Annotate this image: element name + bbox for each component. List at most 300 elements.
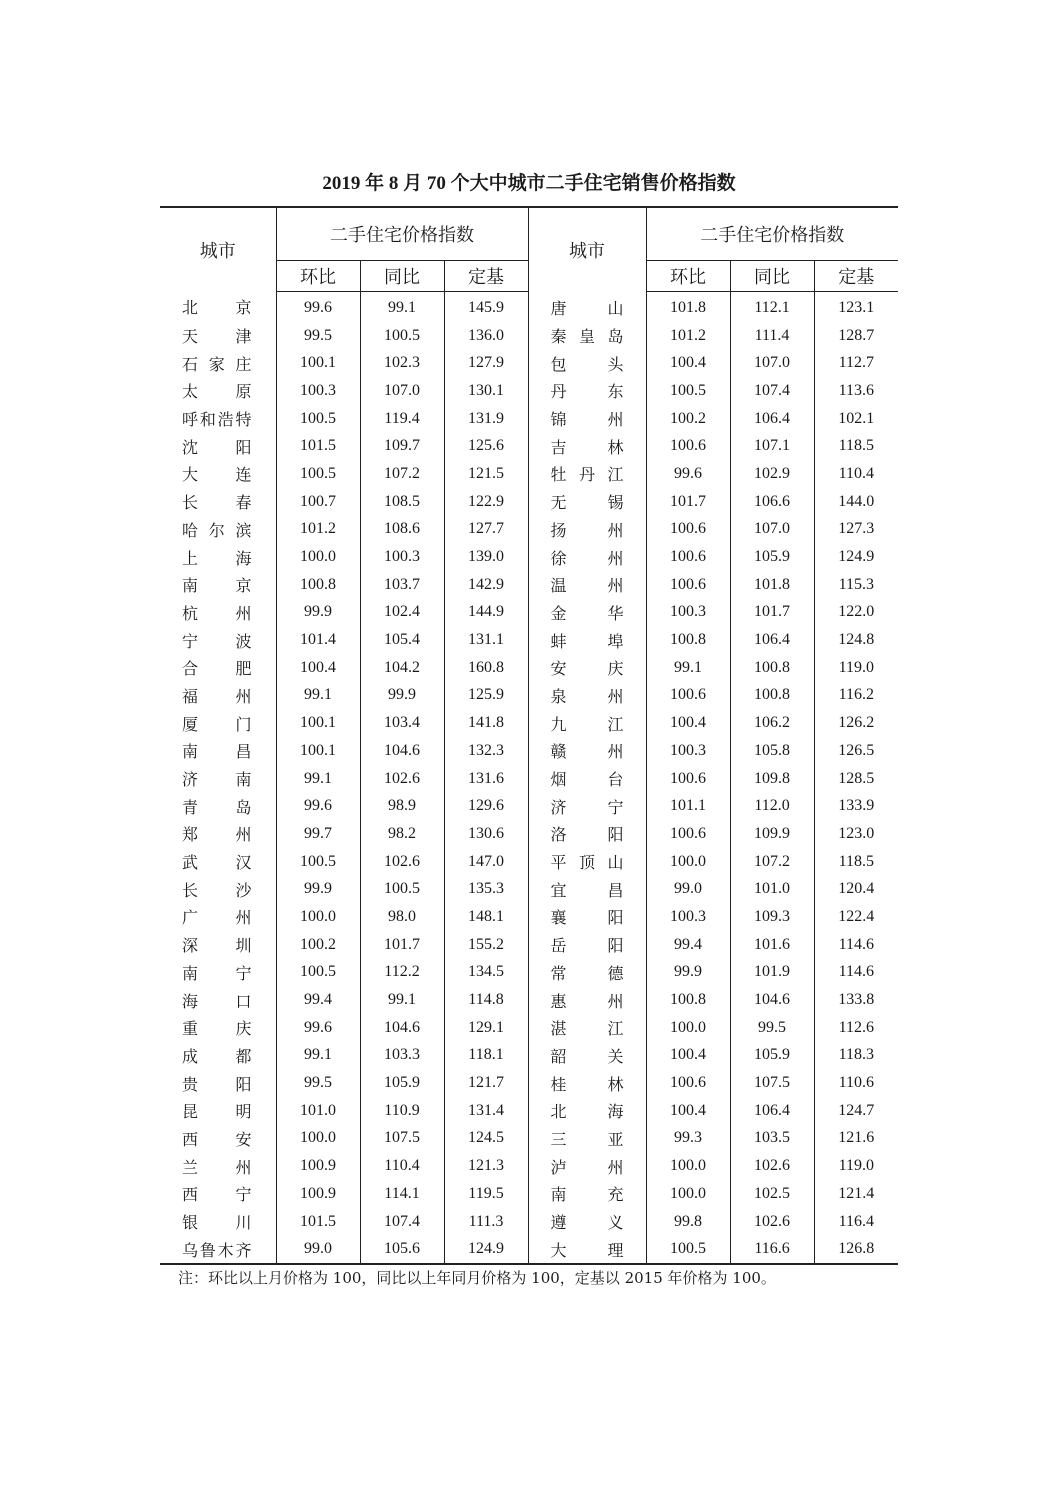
left-base-cell: 160.8 <box>444 654 528 682</box>
right-base-cell: 110.4 <box>814 460 898 488</box>
right-yoy-cell: 107.2 <box>730 848 814 876</box>
left-city-cell: 厦门 <box>182 714 252 734</box>
right-base-cell: 118.5 <box>814 432 898 460</box>
right-base-cell: 124.7 <box>814 1097 898 1125</box>
left-base-cell: 111.3 <box>444 1208 528 1236</box>
table-row <box>160 292 898 322</box>
left-mom-cell: 100.5 <box>276 405 360 433</box>
table-row <box>160 848 898 876</box>
left-base-cell: 144.9 <box>444 599 528 627</box>
table-row <box>160 737 898 765</box>
left-city-cell: 太原 <box>182 382 252 402</box>
right-city-cell: 桂林 <box>528 1069 646 1097</box>
right-base-cell: 124.9 <box>814 543 898 571</box>
left-yoy-cell: 98.9 <box>360 792 444 820</box>
header-base-left: 定基 <box>444 261 528 292</box>
right-base-cell: 118.5 <box>814 848 898 876</box>
left-mom-cell: 100.7 <box>276 488 360 516</box>
left-base-cell: 124.5 <box>444 1125 528 1153</box>
table-row <box>160 377 898 405</box>
price-index-table <box>160 206 898 1265</box>
right-yoy-cell: 101.0 <box>730 875 814 903</box>
left-mom-cell: 101.2 <box>276 516 360 544</box>
left-yoy-cell: 107.4 <box>360 1208 444 1236</box>
table-row <box>160 682 898 710</box>
right-city-cell: 洛阳 <box>528 820 646 848</box>
left-base-cell: 124.9 <box>444 1235 528 1264</box>
left-mom-cell: 99.6 <box>276 1014 360 1042</box>
right-base-cell: 112.6 <box>814 1014 898 1042</box>
right-base-cell: 112.7 <box>814 349 898 377</box>
left-mom-cell: 99.9 <box>276 875 360 903</box>
footnote: 注：环比以上月价格为 100，同比以上年同月价格为 100，定基以 2015 年价格为 100。 <box>178 1269 776 1287</box>
left-city-cell: 北京 <box>182 298 252 318</box>
right-city-cell: 北海 <box>528 1097 646 1125</box>
right-yoy-cell: 104.6 <box>730 986 814 1014</box>
right-yoy-cell: 106.6 <box>730 488 814 516</box>
left-city-cell: 济南 <box>182 770 252 790</box>
left-base-cell: 136.0 <box>444 322 528 350</box>
left-yoy-cell: 99.9 <box>360 682 444 710</box>
left-yoy-cell: 98.2 <box>360 820 444 848</box>
right-yoy-cell: 102.6 <box>730 1208 814 1236</box>
left-city-cell: 昆明 <box>182 1102 252 1122</box>
right-base-cell: 128.5 <box>814 765 898 793</box>
left-mom-cell: 99.4 <box>276 986 360 1014</box>
right-mom-cell: 100.0 <box>646 848 730 876</box>
table-row <box>160 903 898 931</box>
left-base-cell: 121.5 <box>444 460 528 488</box>
table-row <box>160 792 898 820</box>
left-base-cell: 131.6 <box>444 765 528 793</box>
right-mom-cell: 100.6 <box>646 543 730 571</box>
left-yoy-cell: 100.5 <box>360 875 444 903</box>
right-mom-cell: 99.1 <box>646 654 730 682</box>
left-yoy-cell: 99.1 <box>360 292 444 322</box>
left-base-cell: 125.6 <box>444 432 528 460</box>
left-mom-cell: 100.9 <box>276 1152 360 1180</box>
left-base-cell: 119.5 <box>444 1180 528 1208</box>
left-base-cell: 130.6 <box>444 820 528 848</box>
table-row <box>160 460 898 488</box>
right-city-cell: 安庆 <box>528 654 646 682</box>
right-city-cell: 秦皇岛 <box>528 322 646 350</box>
right-mom-cell: 100.6 <box>646 1069 730 1097</box>
left-yoy-cell: 107.5 <box>360 1125 444 1153</box>
right-yoy-cell: 105.9 <box>730 1042 814 1070</box>
header-city-right: 城市 <box>528 207 646 292</box>
left-base-cell: 132.3 <box>444 737 528 765</box>
right-mom-cell: 100.3 <box>646 903 730 931</box>
left-base-cell: 129.1 <box>444 1014 528 1042</box>
left-yoy-cell: 108.5 <box>360 488 444 516</box>
left-yoy-cell: 119.4 <box>360 405 444 433</box>
left-city-cell: 重庆 <box>182 1019 252 1039</box>
left-yoy-cell: 107.0 <box>360 377 444 405</box>
left-yoy-cell: 112.2 <box>360 959 444 987</box>
table-row <box>160 1069 898 1097</box>
left-mom-cell: 100.0 <box>276 1125 360 1153</box>
right-mom-cell: 100.6 <box>646 571 730 599</box>
left-yoy-cell: 103.7 <box>360 571 444 599</box>
right-city-cell: 蚌埠 <box>528 626 646 654</box>
left-base-cell: 122.9 <box>444 488 528 516</box>
right-mom-cell: 100.4 <box>646 1097 730 1125</box>
left-base-cell: 147.0 <box>444 848 528 876</box>
left-mom-cell: 100.3 <box>276 377 360 405</box>
left-base-cell: 134.5 <box>444 959 528 987</box>
left-mom-cell: 100.1 <box>276 737 360 765</box>
right-mom-cell: 99.9 <box>646 959 730 987</box>
left-city-cell: 长春 <box>182 493 252 513</box>
right-base-cell: 123.0 <box>814 820 898 848</box>
right-base-cell: 102.1 <box>814 405 898 433</box>
right-base-cell: 121.4 <box>814 1180 898 1208</box>
right-base-cell: 119.0 <box>814 654 898 682</box>
right-yoy-cell: 107.0 <box>730 349 814 377</box>
table-row <box>160 322 898 350</box>
right-base-cell: 113.6 <box>814 377 898 405</box>
right-city-cell: 大理 <box>528 1235 646 1264</box>
left-city-cell: 深圳 <box>182 936 252 956</box>
left-yoy-cell: 104.6 <box>360 1014 444 1042</box>
right-yoy-cell: 105.8 <box>730 737 814 765</box>
right-city-cell: 九江 <box>528 709 646 737</box>
left-city-cell: 银川 <box>182 1213 252 1233</box>
right-base-cell: 144.0 <box>814 488 898 516</box>
right-mom-cell: 101.7 <box>646 488 730 516</box>
left-city-cell: 呼和浩特 <box>182 410 252 430</box>
left-mom-cell: 100.2 <box>276 931 360 959</box>
left-mom-cell: 101.0 <box>276 1097 360 1125</box>
right-yoy-cell: 107.4 <box>730 377 814 405</box>
right-city-cell: 烟台 <box>528 765 646 793</box>
right-mom-cell: 99.3 <box>646 1125 730 1153</box>
right-city-cell: 南充 <box>528 1180 646 1208</box>
right-yoy-cell: 106.4 <box>730 405 814 433</box>
left-yoy-cell: 102.6 <box>360 765 444 793</box>
right-base-cell: 133.9 <box>814 792 898 820</box>
left-base-cell: 127.9 <box>444 349 528 377</box>
right-yoy-cell: 112.0 <box>730 792 814 820</box>
right-mom-cell: 99.6 <box>646 460 730 488</box>
left-city-cell: 石家庄 <box>182 354 252 374</box>
left-base-cell: 129.6 <box>444 792 528 820</box>
table-row <box>160 571 898 599</box>
table-row <box>160 432 898 460</box>
right-yoy-cell: 107.0 <box>730 516 814 544</box>
left-mom-cell: 99.1 <box>276 682 360 710</box>
right-city-cell: 宜昌 <box>528 875 646 903</box>
left-base-cell: 142.9 <box>444 571 528 599</box>
table-row <box>160 543 898 571</box>
left-base-cell: 131.4 <box>444 1097 528 1125</box>
right-base-cell: 128.7 <box>814 322 898 350</box>
right-mom-cell: 100.6 <box>646 765 730 793</box>
table-row <box>160 654 898 682</box>
right-yoy-cell: 99.5 <box>730 1014 814 1042</box>
left-city-cell: 贵阳 <box>182 1074 252 1094</box>
right-city-cell: 遵义 <box>528 1208 646 1236</box>
table-row <box>160 349 898 377</box>
right-city-cell: 济宁 <box>528 792 646 820</box>
right-base-cell: 110.6 <box>814 1069 898 1097</box>
header-mom-right: 环比 <box>646 261 730 292</box>
right-yoy-cell: 109.9 <box>730 820 814 848</box>
left-mom-cell: 100.5 <box>276 460 360 488</box>
table-row <box>160 765 898 793</box>
left-city-cell: 沈阳 <box>182 437 252 457</box>
right-base-cell: 119.0 <box>814 1152 898 1180</box>
right-yoy-cell: 116.6 <box>730 1235 814 1264</box>
right-base-cell: 126.2 <box>814 709 898 737</box>
left-yoy-cell: 109.7 <box>360 432 444 460</box>
left-mom-cell: 100.4 <box>276 654 360 682</box>
right-city-cell: 韶关 <box>528 1042 646 1070</box>
table-row <box>160 709 898 737</box>
right-yoy-cell: 107.5 <box>730 1069 814 1097</box>
left-mom-cell: 100.0 <box>276 903 360 931</box>
right-base-cell: 126.8 <box>814 1235 898 1264</box>
table-row <box>160 1180 898 1208</box>
left-mom-cell: 101.4 <box>276 626 360 654</box>
table-row <box>160 599 898 627</box>
left-mom-cell: 100.0 <box>276 543 360 571</box>
right-yoy-cell: 103.5 <box>730 1125 814 1153</box>
left-yoy-cell: 114.1 <box>360 1180 444 1208</box>
left-yoy-cell: 102.6 <box>360 848 444 876</box>
left-base-cell: 130.1 <box>444 377 528 405</box>
right-city-cell: 泸州 <box>528 1152 646 1180</box>
left-yoy-cell: 100.5 <box>360 322 444 350</box>
right-mom-cell: 100.3 <box>646 737 730 765</box>
left-mom-cell: 99.1 <box>276 765 360 793</box>
right-city-cell: 平顶山 <box>528 848 646 876</box>
right-base-cell: 133.8 <box>814 986 898 1014</box>
left-yoy-cell: 110.4 <box>360 1152 444 1180</box>
table-row <box>160 820 898 848</box>
right-mom-cell: 100.0 <box>646 1014 730 1042</box>
table-title: 2019 年 8 月 70 个大中城市二手住宅销售价格指数 <box>322 173 736 194</box>
left-city-cell: 宁波 <box>182 631 252 651</box>
right-yoy-cell: 101.6 <box>730 931 814 959</box>
left-mom-cell: 100.5 <box>276 959 360 987</box>
right-yoy-cell: 111.4 <box>730 322 814 350</box>
left-city-cell: 西安 <box>182 1129 252 1149</box>
right-yoy-cell: 101.7 <box>730 599 814 627</box>
right-mom-cell: 99.4 <box>646 931 730 959</box>
left-yoy-cell: 103.3 <box>360 1042 444 1070</box>
right-mom-cell: 100.6 <box>646 682 730 710</box>
left-yoy-cell: 102.4 <box>360 599 444 627</box>
header-mom-left: 环比 <box>276 261 360 292</box>
right-yoy-cell: 109.3 <box>730 903 814 931</box>
right-city-cell: 扬州 <box>528 516 646 544</box>
right-yoy-cell: 102.5 <box>730 1180 814 1208</box>
table-row <box>160 1097 898 1125</box>
right-yoy-cell: 112.1 <box>730 292 814 322</box>
right-base-cell: 126.5 <box>814 737 898 765</box>
left-yoy-cell: 110.9 <box>360 1097 444 1125</box>
left-city-cell: 上海 <box>182 548 252 568</box>
left-base-cell: 155.2 <box>444 931 528 959</box>
right-base-cell: 116.4 <box>814 1208 898 1236</box>
right-base-cell: 122.4 <box>814 903 898 931</box>
left-yoy-cell: 100.3 <box>360 543 444 571</box>
right-mom-cell: 100.4 <box>646 709 730 737</box>
right-yoy-cell: 107.1 <box>730 432 814 460</box>
left-mom-cell: 99.7 <box>276 820 360 848</box>
table-row <box>160 626 898 654</box>
header-yoy-right: 同比 <box>730 261 814 292</box>
left-city-cell: 乌鲁木齐 <box>182 1240 252 1260</box>
right-mom-cell: 100.6 <box>646 516 730 544</box>
left-base-cell: 131.9 <box>444 405 528 433</box>
right-base-cell: 118.3 <box>814 1042 898 1070</box>
left-base-cell: 125.9 <box>444 682 528 710</box>
left-city-cell: 南昌 <box>182 742 252 762</box>
left-city-cell: 福州 <box>182 686 252 706</box>
right-mom-cell: 100.3 <box>646 599 730 627</box>
left-mom-cell: 99.0 <box>276 1235 360 1264</box>
left-city-cell: 西宁 <box>182 1185 252 1205</box>
left-city-cell: 青岛 <box>182 797 252 817</box>
left-mom-cell: 101.5 <box>276 432 360 460</box>
right-city-cell: 金华 <box>528 599 646 627</box>
left-base-cell: 148.1 <box>444 903 528 931</box>
table-row <box>160 1014 898 1042</box>
right-mom-cell: 100.8 <box>646 986 730 1014</box>
left-base-cell: 145.9 <box>444 292 528 322</box>
table-row <box>160 1042 898 1070</box>
right-mom-cell: 99.0 <box>646 875 730 903</box>
table-row <box>160 1208 898 1236</box>
left-mom-cell: 100.1 <box>276 349 360 377</box>
left-city-cell: 兰州 <box>182 1157 252 1177</box>
table-row <box>160 986 898 1014</box>
left-city-cell: 海口 <box>182 991 252 1011</box>
table-row <box>160 488 898 516</box>
right-yoy-cell: 109.8 <box>730 765 814 793</box>
right-city-cell: 赣州 <box>528 737 646 765</box>
left-mom-cell: 100.9 <box>276 1180 360 1208</box>
left-yoy-cell: 108.6 <box>360 516 444 544</box>
table-row <box>160 1125 898 1153</box>
right-city-cell: 岳阳 <box>528 931 646 959</box>
right-yoy-cell: 100.8 <box>730 654 814 682</box>
left-city-cell: 合肥 <box>182 659 252 679</box>
header-base-right: 定基 <box>814 261 898 292</box>
left-yoy-cell: 107.2 <box>360 460 444 488</box>
header-city-left: 城市 <box>199 240 236 262</box>
right-yoy-cell: 101.8 <box>730 571 814 599</box>
right-mom-cell: 99.8 <box>646 1208 730 1236</box>
left-base-cell: 139.0 <box>444 543 528 571</box>
left-base-cell: 114.8 <box>444 986 528 1014</box>
right-city-cell: 惠州 <box>528 986 646 1014</box>
left-city-cell: 成都 <box>182 1046 252 1066</box>
left-mom-cell: 99.5 <box>276 322 360 350</box>
table-row <box>160 931 898 959</box>
left-yoy-cell: 104.6 <box>360 737 444 765</box>
right-base-cell: 121.6 <box>814 1125 898 1153</box>
right-mom-cell: 100.2 <box>646 405 730 433</box>
table-row <box>160 1235 898 1264</box>
left-yoy-cell: 99.1 <box>360 986 444 1014</box>
left-base-cell: 131.1 <box>444 626 528 654</box>
table-row <box>160 1152 898 1180</box>
right-mom-cell: 100.5 <box>646 1235 730 1264</box>
left-city-cell: 南宁 <box>182 963 252 983</box>
right-city-cell: 锦州 <box>528 405 646 433</box>
right-base-cell: 115.3 <box>814 571 898 599</box>
left-city-cell: 大连 <box>182 465 252 485</box>
left-city-cell: 杭州 <box>182 603 252 623</box>
right-city-cell: 唐山 <box>528 292 646 322</box>
right-base-cell: 114.6 <box>814 959 898 987</box>
right-mom-cell: 101.1 <box>646 792 730 820</box>
right-city-cell: 吉林 <box>528 432 646 460</box>
header-index-right: 二手住宅价格指数 <box>646 207 898 261</box>
right-city-cell: 湛江 <box>528 1014 646 1042</box>
right-yoy-cell: 106.2 <box>730 709 814 737</box>
right-city-cell: 三亚 <box>528 1125 646 1153</box>
right-base-cell: 123.1 <box>814 292 898 322</box>
right-mom-cell: 100.6 <box>646 432 730 460</box>
left-city-cell: 南京 <box>182 576 252 596</box>
right-mom-cell: 100.0 <box>646 1152 730 1180</box>
right-mom-cell: 100.0 <box>646 1180 730 1208</box>
left-city-cell: 武汉 <box>182 853 252 873</box>
left-city-cell: 郑州 <box>182 825 252 845</box>
right-yoy-cell: 106.4 <box>730 1097 814 1125</box>
left-base-cell: 127.7 <box>444 516 528 544</box>
right-yoy-cell: 102.6 <box>730 1152 814 1180</box>
left-yoy-cell: 101.7 <box>360 931 444 959</box>
right-mom-cell: 100.4 <box>646 1042 730 1070</box>
left-city-cell: 广州 <box>182 908 252 928</box>
right-base-cell: 116.2 <box>814 682 898 710</box>
right-city-cell: 常德 <box>528 959 646 987</box>
right-yoy-cell: 100.8 <box>730 682 814 710</box>
left-base-cell: 121.7 <box>444 1069 528 1097</box>
left-yoy-cell: 105.6 <box>360 1235 444 1264</box>
left-base-cell: 141.8 <box>444 709 528 737</box>
right-base-cell: 114.6 <box>814 931 898 959</box>
left-mom-cell: 101.5 <box>276 1208 360 1236</box>
right-yoy-cell: 106.4 <box>730 626 814 654</box>
right-mom-cell: 100.5 <box>646 377 730 405</box>
right-base-cell: 122.0 <box>814 599 898 627</box>
left-mom-cell: 100.8 <box>276 571 360 599</box>
right-mom-cell: 100.8 <box>646 626 730 654</box>
table-row <box>160 405 898 433</box>
right-city-cell: 牡丹江 <box>528 460 646 488</box>
right-yoy-cell: 101.9 <box>730 959 814 987</box>
left-mom-cell: 99.5 <box>276 1069 360 1097</box>
right-yoy-cell: 102.9 <box>730 460 814 488</box>
right-mom-cell: 101.8 <box>646 292 730 322</box>
right-city-cell: 襄阳 <box>528 903 646 931</box>
left-mom-cell: 100.1 <box>276 709 360 737</box>
left-yoy-cell: 103.4 <box>360 709 444 737</box>
table-row <box>160 959 898 987</box>
right-city-cell: 徐州 <box>528 543 646 571</box>
left-yoy-cell: 102.3 <box>360 349 444 377</box>
right-city-cell: 丹东 <box>528 377 646 405</box>
right-city-cell: 包头 <box>528 349 646 377</box>
right-mom-cell: 101.2 <box>646 322 730 350</box>
